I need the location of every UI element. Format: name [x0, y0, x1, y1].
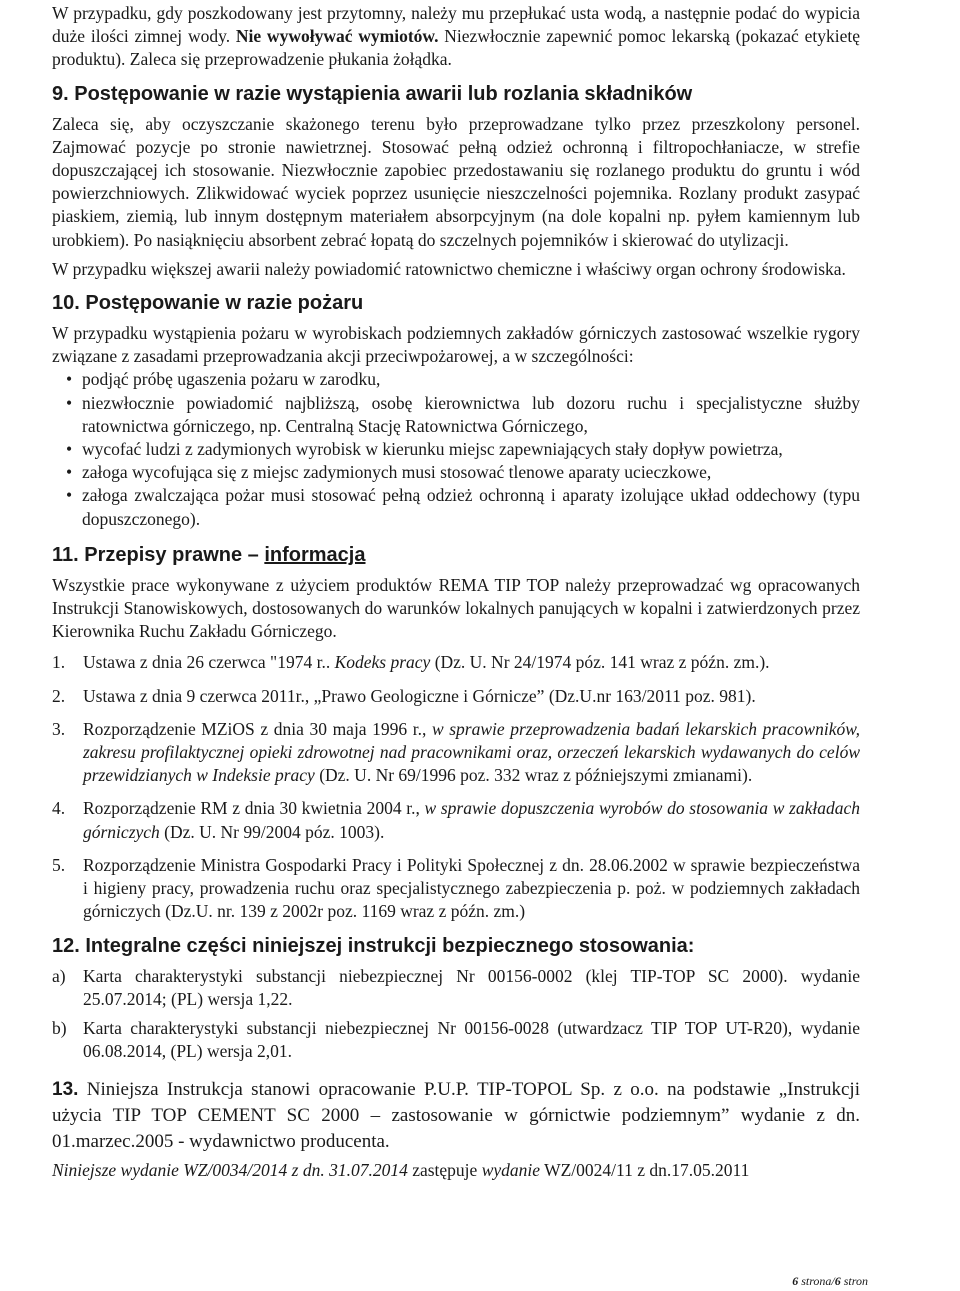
list-item: • wycofać ludzi z zadymionych wyrobisk w kierunku miejsc zapewniających stały dopływ powietrza,: [52, 438, 860, 461]
section-11-law-list: [52, 651, 860, 923]
section-13-paragraph: 13. Niniejsza Instrukcja stanowi opracowanie P.U.P. TIP-TOPOL Sp. z o.o. na podstawie „Instrukcji użycia TIP TOP CEMENT SC 2000 – zastosowanie w górnictwie podziemnym” wydanie z dn. 01.marzec.2005 - wydawnictwo producenta.: [52, 1079, 860, 1153]
list-item: b) Karta charakterystyki substancji niebezpiecznej Nr 00156-0028 (utwardzacz TIP TOP UT-R20), wydanie 06.08.2014, (PL) wersja 2,01.: [52, 1017, 860, 1062]
intro-paragraph: W przypadku, gdy poszkodowany jest przytomny, należy mu przepłukać usta wodą, a następnie podać do wypicia duże ilości zimnej wody. Nie wywoływać wymiotów. Niezwłocznie zapewnić pomoc lekarską (pokazać etykietę produktu). Zaleca się przeprowadzenie płukania żołądka.: [52, 3, 860, 70]
intro-bold: Nie wywoływać wymiotów.: [235, 26, 439, 47]
section-10-paragraph: W przypadku wystąpienia pożaru w wyrobiskach podziemnych zakładów górniczych zastosować wszelkie rygory związane z zasadami przeprowadzania akcji przeciwpożarowej, a w szczególności:: [52, 323, 860, 367]
list-item: 4. Rozporządzenie RM z dnia 30 kwietnia 2004 r., w sprawie dopuszczenia wyrobów do stosowania w zakładach górniczych (Dz. U. Nr 99/2004 póz. 1003).: [52, 798, 861, 842]
section-12-list: [52, 965, 860, 1064]
section-9-paragraph-2: W przypadku większej awarii należy powiadomić ratownictwo chemiczne i właściwy organ ochrony środowiska.: [52, 258, 846, 279]
section-9-heading: 9. Postępowanie w razie wystąpienia awarii lub rozlania składników: [52, 82, 693, 105]
section-10-bullet-list: [52, 368, 860, 530]
list-item: • niezwłocznie powiadomić najbliższą, osobę kierownictwa lub dozoru ruchu i specjalistyczne służby ratownictwa górniczego, np. Centralną Stację Ratownictwa Górniczego,: [52, 392, 860, 438]
list-item: 3. Rozporządzenie MZiOS z dnia 30 maja 1996 r., w sprawie przeprowadzenia badań lekarskich pracowników, zakresu profilaktycznej opieki zdrowotnej nad pracownikami oraz, orzeczeń lekarskich wydawanych do celów przewidzianych w Indeksie pracy (Dz. U. Nr 69/1996 poz. 332 wraz z późniejszymi zmianami).: [52, 718, 860, 786]
page-footer: 6 strona/6 stron: [792, 1274, 868, 1288]
section-11-paragraph: Wszystkie prace wykonywane z użyciem produktów REMA TIP TOP należy przeprowadzać wg opracowanych Instrukcji Stanowiskowych, dostosowanych do warunków lokalnych panujących w kopalni i zatwierdzonych przez Kierownika Ruchu Zakładu Górniczego.: [52, 574, 860, 642]
list-item: a) Karta charakterystyki substancji niebezpiecznej Nr 00156-0002 (klej TIP-TOP SC 2000). wydanie 25.07.2014; (PL) wersja 1,22.: [52, 965, 860, 1009]
list-item: 1. Ustawa z dnia 26 czerwca "1974 r.. Kodeks pracy (Dz. U. Nr 24/1974 póz. 141 wraz z późn. zm.).: [52, 652, 770, 673]
list-item: • załoga wycofująca się z miejsc zadymionych musi stosować tlenowe aparaty ucieczkowe,: [52, 461, 860, 484]
list-item: 2. Ustawa z dnia 9 czerwca 2011r., „Prawo Geologiczne i Górnicze” (Dz.U.nr 163/2011 poz. 981).: [52, 685, 756, 706]
section-12-heading: 12. Integralne części niniejszej instrukcji bezpiecznego stosowania:: [52, 934, 695, 957]
list-item: • podjąć próbę ugaszenia pożaru w zarodku,: [52, 368, 860, 391]
list-item: • załoga zwalczająca pożar musi stosować pełną odzież ochronną i aparaty izolujące układ oddechowy (typu dopuszczonego).: [52, 484, 860, 530]
page-content: [52, 0, 860, 1182]
section-11-heading: 11. Przepisy prawne – informacja: [52, 543, 366, 566]
section-10-heading: 10. Postępowanie w razie pożaru: [52, 292, 364, 315]
list-item: 5. Rozporządzenie Ministra Gospodarki Pracy i Polityki Społecznej z dn. 28.06.2002 w sprawie bezpieczeństwa i higieny pracy, prowadzenia ruchu oraz specjalistycznego zabezpieczenia p. poż. w podziemnych zakładach górniczych (Dz.U. nr. 139 z 2002r poz. 1169 wraz z późn. zm.): [52, 854, 860, 922]
section-9-paragraph-1: Zaleca się, aby oczyszczanie skażonego terenu było przeprowadzane tylko przez przeszkolony personel. Zajmować pozycje po stronie nawietrznej. Stosować pełną odzież ochronną i filtropochłaniacze, w strefie dopuszczającej ich stosowanie. Niezwłocznie zapobiec przedostawaniu się rozlanego produktu do gruntu i wód powierzchniowych. Zlikwidować wyciek poprzez usunięcie nieszczelności pojemnika. Rozlany produkt zasypać piaskiem, ziemią, lub innym dostępnym materiałem absorpcyjnym (na dole kopalni np. pyłem kamiennym lub urobkiem). Po nasiąknięciu absorbent zebrać łopatą do szczelnych pojemników i skierować do utylizacji.: [52, 113, 860, 250]
edition-note: Niniejsze wydanie WZ/0034/2014 z dn. 31.07.2014 zastępuje wydanie WZ/0024/11 z dn.17.05.2011: [52, 1160, 750, 1181]
